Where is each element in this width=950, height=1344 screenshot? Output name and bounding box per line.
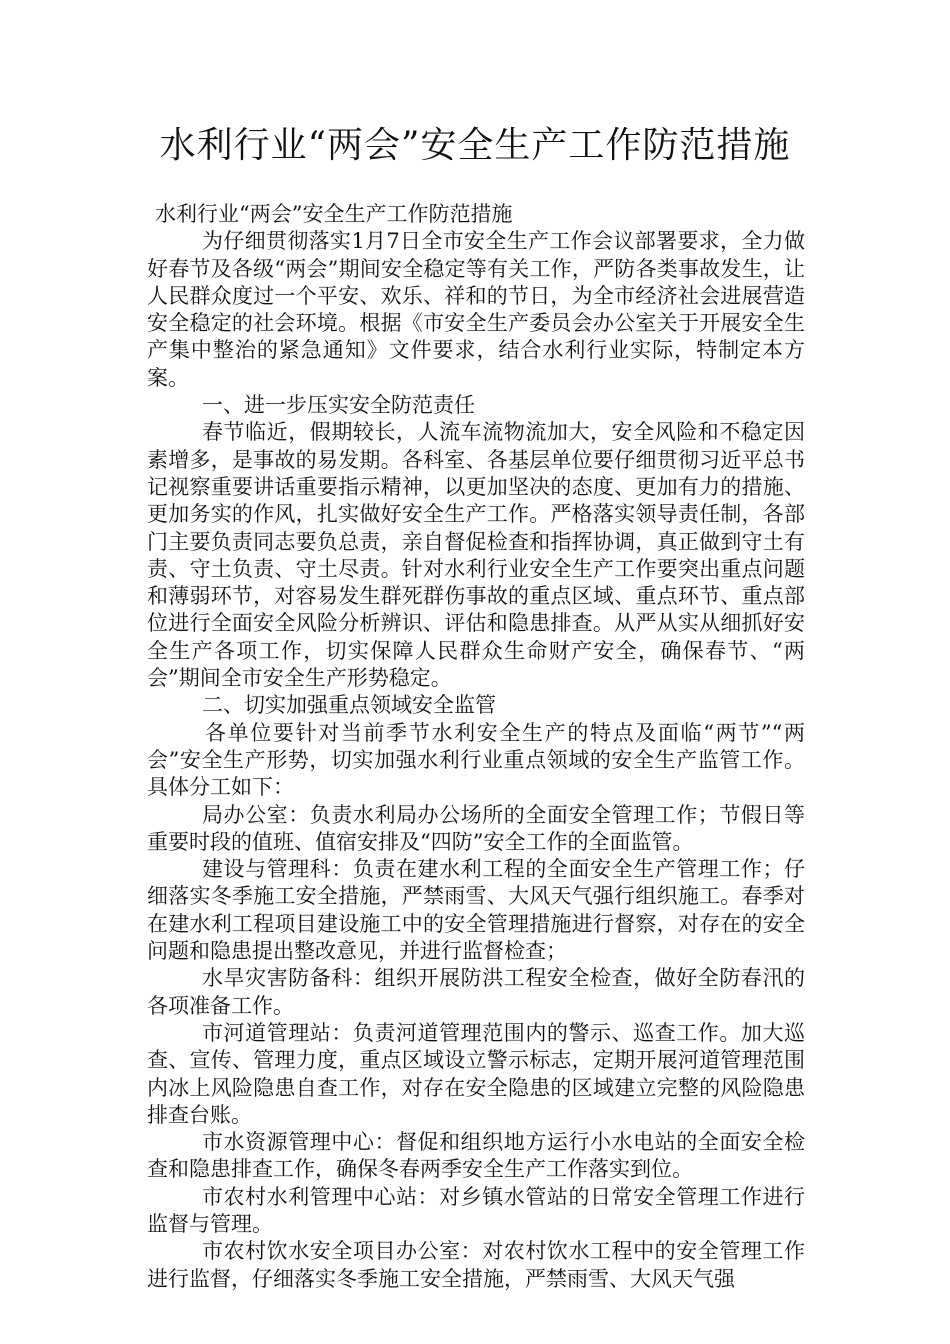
document-title: 水利行业“两会”安全生产工作防范措施 xyxy=(159,125,791,166)
section-heading-1: 一、进一步压实安全防范责任 xyxy=(202,393,475,418)
document-body xyxy=(147,201,805,1293)
paragraph-section-2-intro: 各单位要针对当前季节水利安全生产的特点及面临“两节”“两会”安全生产形势，切实加强水利行业重点领域的安全生产监管工作。具体分工如下： xyxy=(147,720,805,800)
paragraph-water-resources: 市水资源管理中心：督促和组织地方运行小水电站的全面安全检查和隐患排查工作，确保冬春两季安全生产工作落实到位。 xyxy=(147,1130,805,1182)
paragraph-river-station: 市河道管理站：负责河道管理范围内的警示、巡查工作。加大巡查、宣传、管理力度，重点区域设立警示标志，定期开展河道管理范围内冰上风险隐患自查工作，对存在安全隐患的区域建立完整的风险隐患排查台账。 xyxy=(147,1020,805,1127)
paragraph-section-1: 春节临近，假期较长，人流车流物流加大，安全风险和不稳定因素增多，是事故的易发期。各科室、各基层单位要仔细贯彻习近平总书记视察重要讲话重要指示精神，以更加坚决的态度、更加有力的措施、更加务实的作风，扎实做好安全生产工作。严格落实领导责任制，各部门主要负责同志要负总责，亲自督促检查和指挥协调，真正做到守土有责、守土负责、守土尽责。针对水利行业安全生产工作要突出重点问题和薄弱环节，对容易发生群死群伤事故的重点区域、重点环节、重点部位进行全面安全风险分析辨识、评估和隐患排查。从严从实从细抓好安全生产各项工作，切实保障人民群众生命财产安全，确保春节、“两会”期间全市安全生产形势稳定。 xyxy=(147,420,805,691)
document-subtitle: 水利行业“两会”安全生产工作防范措施 xyxy=(155,202,513,226)
paragraph-rural-water: 市农村水利管理中心站：对乡镇水管站的日常安全管理工作进行监督与管理。 xyxy=(147,1184,805,1236)
section-heading-2: 二、切实加强重点领域安全监管 xyxy=(202,693,496,718)
paragraph-office: 局办公室：负责水利局办公场所的全面安全管理工作；节假日等重要时段的值班、值宿安排及“四防”安全工作的全面监管。 xyxy=(147,802,805,854)
paragraph-rural-drinking-water: 市农村饮水安全项目办公室：对农村饮水工程中的安全管理工作进行监督，仔细落实冬季施工安全措施，严禁雨雪、大风天气强 xyxy=(147,1239,805,1291)
paragraph-intro: 为仔细贯彻落实1月7日全市安全生产工作会议部署要求，全力做好春节及各级“两会”期间安全稳定等有关工作，严防各类事故发生，让人民群众度过一个平安、欢乐、祥和的节日，为全市经济社会进展营造安全稳定的社会环境。根据《市安全生产委员会办公室关于开展安全生产集中整治的紧急通知》文件要求，结合水利行业实际，特制定本方案。 xyxy=(147,229,805,390)
paragraph-flood-drought: 水旱灾害防备科：组织开展防洪工程安全检查，做好全防春汛的各项准备工作。 xyxy=(147,966,805,1018)
paragraph-construction: 建设与管理科：负责在建水利工程的全面安全生产管理工作；仔细落实冬季施工安全措施，严禁雨雪、大风天气强行组织施工。春季对在建水利工程项目建设施工中的安全管理措施进行督察，对存在的安全问题和隐患提出整改意见，并进行监督检查； xyxy=(147,857,805,964)
